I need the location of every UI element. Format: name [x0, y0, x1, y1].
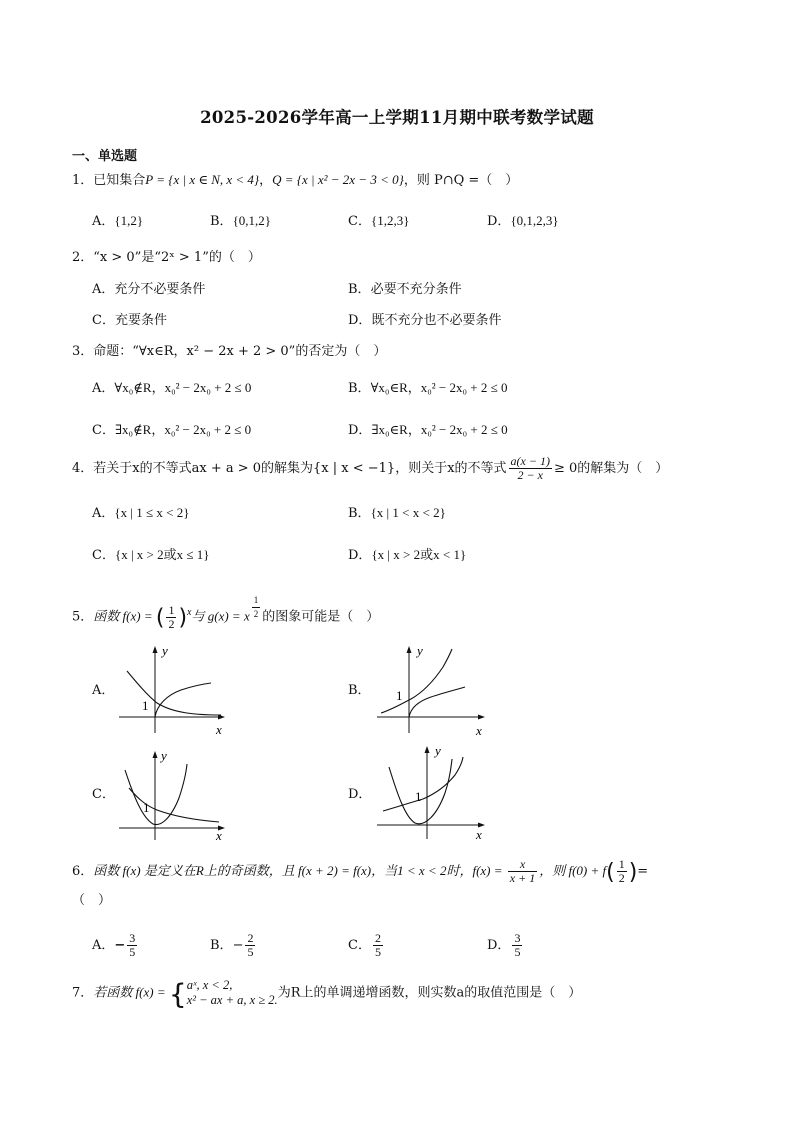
- question-3-option-b[interactable]: B．∀x₀∈R，x₀² − 2x₀ + 2 ≤ 0: [348, 380, 508, 396]
- question-3-option-d[interactable]: D．∃x₀∈R，x₀² − 2x₀ + 2 ≤ 0: [348, 422, 508, 438]
- question-6-stem-continued: （ ）: [72, 893, 112, 908]
- question-4-option-d[interactable]: D．{x | x > 2或x < 1}: [348, 547, 467, 563]
- question-5-option-b[interactable]: B．: [348, 683, 371, 698]
- question-1-stem: 1．已知集合P = {x | x ∈ N, x < 4}，Q = {x | x² − 2x − 3 < 0}，则 P∩Q =（ ）: [72, 172, 519, 188]
- section-heading: 一、单选题: [72, 149, 138, 164]
- intercept-label: 1: [396, 688, 403, 703]
- intercept-label: 1: [143, 800, 150, 815]
- question-1-option-b[interactable]: B．{0,1,2}: [210, 213, 272, 229]
- stem-text: 已知集合: [93, 173, 146, 188]
- axis-y-label: y: [417, 643, 423, 658]
- axis-y-label: y: [435, 743, 441, 758]
- stem-text: ，则 P∩Q =（ ）: [403, 173, 519, 188]
- graph-b[interactable]: [373, 643, 491, 737]
- graph-c[interactable]: [115, 748, 230, 842]
- question-2-option-d[interactable]: D．既不充分也不必要条件: [348, 313, 502, 328]
- question-4-stem: 4．若关于x的不等式ax + a > 0的解集为{x | x < −1}，则关于x的不等式 $\frac{a(x - 1)}{2 - x}$ ≥ 0的解集为（ ）: [72, 454, 669, 482]
- axis-y-label: y: [162, 643, 168, 658]
- axis-x-label: x: [476, 827, 482, 841]
- question-6-option-d[interactable]: D． $\frac{3}{5}$: [487, 931, 521, 959]
- question-6-stem: 6．函数 f(x) 是定义在R上的奇函数，且 f(x + 2) = f(x)，当1 < x < 2时，f(x) = $\frac{x}{x + 1}$ ，则 f(0) + f( $\frac{1}{2}$ )=: [72, 857, 649, 885]
- question-3-option-a[interactable]: A．∀x₀∉R，x₀² − 2x₀ + 2 ≤ 0: [92, 380, 252, 396]
- intercept-label: 1: [415, 789, 422, 804]
- page-title: 2025-2026学年高一上学期11月期中联考数学试题: [200, 108, 594, 127]
- fraction: $\frac{a(x - 1)}{2 - x}$: [510, 454, 550, 482]
- question-5-option-c[interactable]: C．: [92, 787, 115, 802]
- question-5-option-d[interactable]: D．: [348, 787, 372, 802]
- axis-y-label: y: [161, 748, 167, 763]
- question-5-stem: 5．函数 f(x) = ( $\frac{1}{2}$ )$^x$与 g(x) = x $^{\frac{1}{2}}$ 的图象可能是（ ）: [72, 595, 380, 631]
- question-2-option-b[interactable]: B．必要不充分条件: [348, 282, 462, 297]
- question-4-option-c[interactable]: C．{x | x > 2或x ≤ 1}: [92, 547, 210, 563]
- question-4-option-a[interactable]: A．{x | 1 ≤ x < 2}: [92, 505, 190, 521]
- question-1-option-c[interactable]: C．{1,2,3}: [348, 213, 410, 229]
- question-3-stem: 3．命题：“∀x∈R，x² − 2x + 2 > 0”的否定为（ ）: [72, 344, 387, 359]
- intercept-label: 1: [142, 698, 149, 713]
- axis-x-label: x: [216, 828, 222, 842]
- graph-a[interactable]: [115, 643, 230, 735]
- piecewise-cases: aˣ, x < 2, x² − ax + a, x ≥ 2.: [186, 978, 278, 1007]
- question-2-option-c[interactable]: C．充要条件: [92, 313, 167, 328]
- question-5-option-a[interactable]: A．: [92, 683, 115, 698]
- set-p: P = {x | x ∈ N, x < 4}: [145, 172, 260, 187]
- question-2-stem: 2．“x > 0”是“2ˣ > 1”的（ ）: [72, 250, 261, 265]
- question-1-option-a[interactable]: A．{1,2}: [92, 213, 144, 229]
- axis-x-label: x: [216, 722, 222, 735]
- question-1-option-d[interactable]: D．{0,1,2,3}: [487, 213, 559, 229]
- axis-x-label: x: [476, 723, 482, 737]
- question-6-option-c[interactable]: C． $\frac{2}{5}$: [348, 931, 381, 959]
- question-number: 1．: [72, 173, 94, 188]
- question-4-option-b[interactable]: B．{x | 1 < x < 2}: [348, 505, 446, 521]
- question-2-option-a[interactable]: A．充分不必要条件: [92, 282, 206, 297]
- set-q: Q = {x | x² − 2x − 3 < 0}: [272, 172, 404, 187]
- question-7-stem: 7．若函数 f(x) = { aˣ, x < 2, x² − ax + a, x ≥ 2. 为R上的单调递增函数，则实数a的取值范围是（ ）: [72, 977, 582, 1011]
- question-6-option-a[interactable]: A．− $\frac{3}{5}$: [92, 931, 136, 959]
- question-3-option-c[interactable]: C．∃x₀∉R，x₀² − 2x₀ + 2 ≤ 0: [92, 422, 252, 438]
- graph-d[interactable]: [373, 743, 491, 841]
- question-6-option-b[interactable]: B．− $\frac{2}{5}$: [210, 931, 254, 959]
